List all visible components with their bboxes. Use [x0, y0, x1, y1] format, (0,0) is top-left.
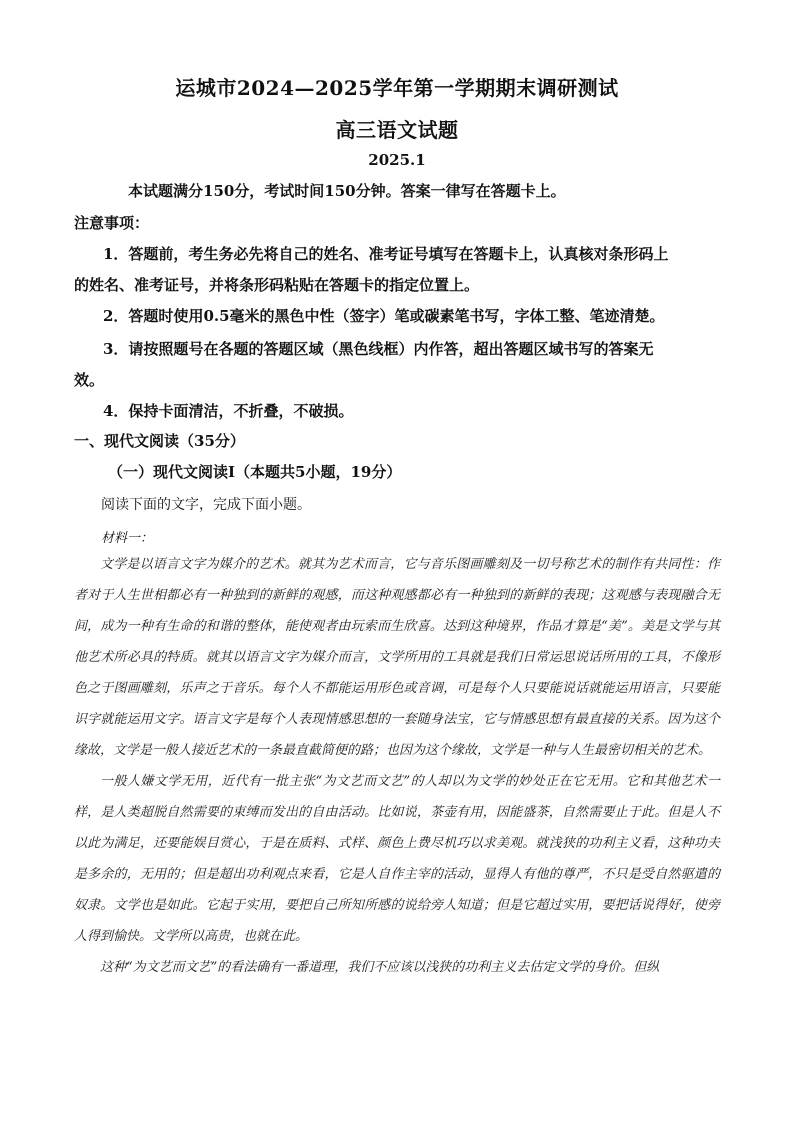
note-item-3-line-2: 效。 [74, 371, 105, 389]
note-item-1-line-2: 的姓名、准考证号，并将条形码粘贴在答题卡的指定位置上。 [74, 276, 480, 294]
material-paragraph-3: 这种“为文艺而文艺”的看法确有一番道理，我们不应该以浅狭的功利主义去估定文学的身价。但纵 [100, 960, 660, 975]
reading-instruction: 阅读下面的文字，完成下面小题。 [101, 497, 311, 513]
note-item-3-line-1: 3．请按照题号在各题的答题区域（黑色线框）内作答，超出答题区域书写的答案无 [103, 340, 654, 358]
material-label: 材料一： [101, 531, 154, 546]
section-heading: 一、现代文阅读（35分） [74, 432, 245, 450]
material-paragraph-1: 文学是以语言文字为媒介的艺术。就其为艺术而言，它与音乐图画雕刻及一切号称艺术的制作有共同性：作者对于人生世相都必有一种独到的新鲜的观感，而这种观感都必有一种独到的新鲜的表现；这观感与表现融合无间，成为一种有生命的和谐的整体，能使观者由玩索而生欣喜。达到这种境界，作品才算是“美”。美是文学与其他艺术所必具的特质。就其以语言文字为媒介而言，文学所用的工具就是我们日常运思说话所用的工具，不像形色之于图画雕刻，乐声之于音乐。每个人不都能运用形色或音调，可是每个人只要能说话就能运用语言，只要能识字就能运用文字。语言文字是每个人表现情感思想的一套随身法宝，它与情感思想有最直接的关系。因为这个缘故，文学是一般人接近艺术的一条最直截简便的路；也因为这个缘故，文学是一种与人生最密切相关的艺术。 [74, 557, 720, 758]
note-item-4: 4．保持卡面清洁，不折叠，不破损。 [103, 402, 354, 420]
exam-subtitle: 高三语文试题 [335, 118, 459, 142]
note-item-2: 2．答题时使用0.5毫米的黑色中性（签字）笔或碳素笔书写，字体工整、笔迹清楚。 [103, 307, 665, 325]
section-subheading: （一）现代文阅读Ⅰ（本题共5小题，19分） [108, 463, 402, 481]
material-paragraph-2: 一般人嫌文学无用，近代有一批主张“为文艺而文艺”的人却以为文学的妙处正在它无用。它和其他艺术一样，是人类超脱自然需要的束缚而发出的自由活动。比如说，茶壶有用，因能盛茶，自然需要止于此。但是人不以此为满足，还要能娱目赏心，于是在质料、式样、颜色上费尽机巧以求美观。就浅狭的功利主义看，这种功夫是多余的，无用的；但是超出功利观点来看，它是人自作主宰的活动，显得人有他的尊严，不只是受自然驱遣的奴隶。文学也是如此。它起于实用，要把自己所知所感的说给旁人知道；但是它超过实用，要把话说得好，使旁人得到愉快。文学所以高贵，也就在此。 [74, 774, 720, 944]
note-item-1-line-1: 1．答题前，考生务必先将自己的姓名、准考证号填写在答题卡上，认真核对条形码上 [103, 245, 669, 263]
exam-title: 运城市2024—2025学年第一学期期末调研测试 [175, 76, 619, 100]
notes-heading: 注意事项： [74, 214, 150, 232]
material-text [74, 549, 720, 983]
exam-info: 本试题满分150分，考试时间150分钟。答案一律写在答题卡上。 [128, 182, 566, 200]
exam-date: 2025.1 [368, 151, 426, 169]
